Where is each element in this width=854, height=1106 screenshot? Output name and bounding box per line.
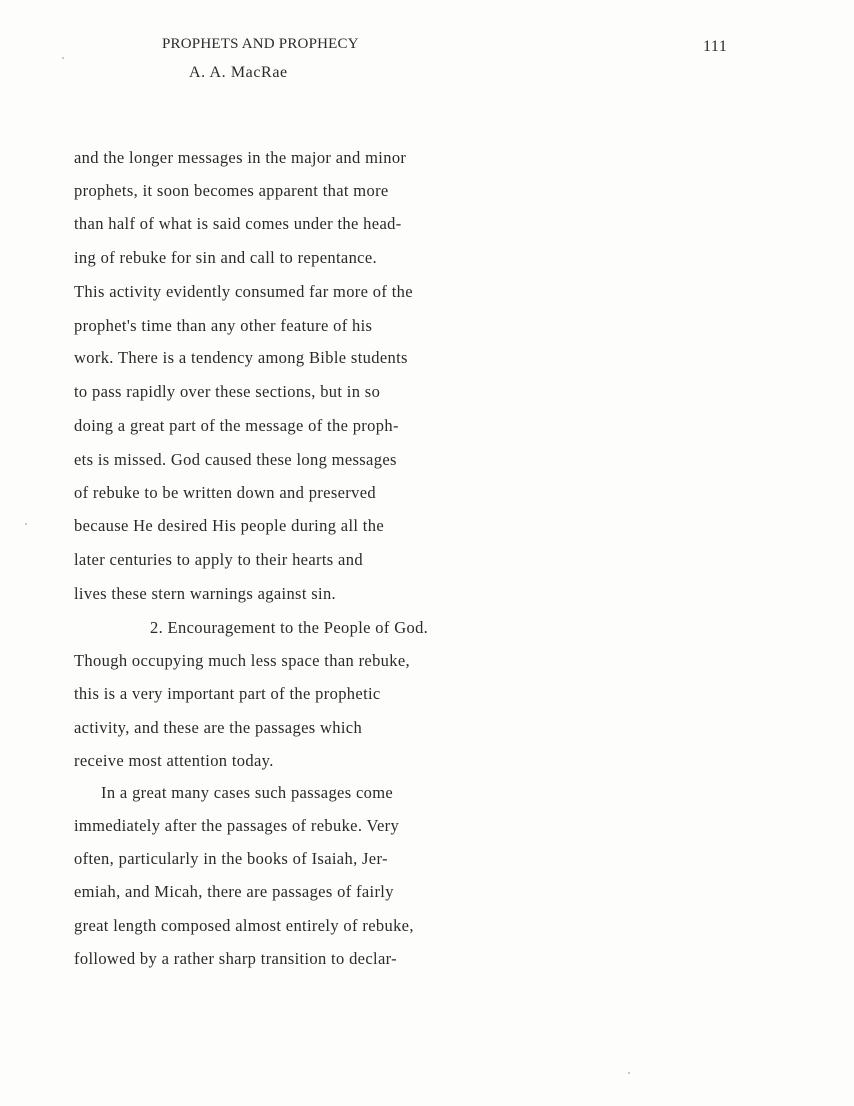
- scan-speck: [628, 1072, 630, 1074]
- text-line: and the longer messages in the major and minor: [74, 148, 407, 167]
- text-line: doing a great part of the message of the proph-: [74, 416, 399, 435]
- text-line: because He desired His people during all the: [74, 516, 385, 535]
- section-heading: 2. Encouragement to the People of God.: [150, 618, 429, 637]
- text-line: ing of rebuke for sin and call to repentance.: [74, 248, 378, 267]
- running-header-author: A. A. MacRae: [189, 64, 288, 81]
- text-line: emiah, and Micah, there are passages of fairly: [74, 882, 394, 901]
- running-header-title: PROPHETS AND PROPHECY: [162, 36, 359, 52]
- text-line: often, particularly in the books of Isaiah, Jer-: [74, 849, 388, 868]
- scan-speck: [25, 523, 27, 525]
- text-line: to pass rapidly over these sections, but in so: [74, 382, 381, 401]
- text-line: this is a very important part of the prophetic: [74, 684, 381, 703]
- text-line: great length composed almost entirely of rebuke,: [74, 916, 414, 935]
- text-line: later centuries to apply to their hearts and: [74, 550, 363, 569]
- text-line: In a great many cases such passages come: [101, 783, 394, 802]
- text-line: than half of what is said comes under the head-: [74, 214, 402, 233]
- text-line: activity, and these are the passages which: [74, 718, 363, 737]
- page-number: 111: [703, 38, 728, 55]
- text-line: followed by a rather sharp transition to declar-: [74, 949, 397, 968]
- text-line: ets is missed. God caused these long messages: [74, 450, 397, 469]
- text-line: prophets, it soon becomes apparent that more: [74, 181, 389, 200]
- text-line: receive most attention today.: [74, 751, 274, 770]
- scan-speck: [62, 57, 64, 59]
- text-line: immediately after the passages of rebuke. Very: [74, 816, 400, 835]
- text-line: work. There is a tendency among Bible students: [74, 348, 408, 367]
- text-line: This activity evidently consumed far more of the: [74, 282, 413, 301]
- text-line: Though occupying much less space than rebuke,: [74, 651, 411, 670]
- text-line: of rebuke to be written down and preserved: [74, 483, 376, 502]
- text-line: prophet's time than any other feature of his: [74, 316, 373, 335]
- text-line: lives these stern warnings against sin.: [74, 584, 337, 603]
